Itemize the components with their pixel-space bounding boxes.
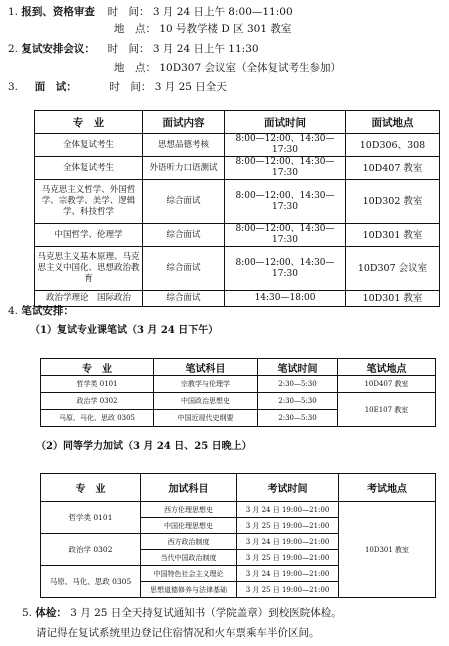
cell-place: 10D301 教室 — [346, 224, 440, 247]
section-1-place-value: 10 号教学楼 D 区 301 教室 — [159, 23, 292, 35]
cell-place: 10D307 会议室 — [346, 247, 440, 291]
cell-place: 10E107 教室 — [338, 393, 436, 427]
cell-place: 10D407 教室 — [338, 376, 436, 393]
extra-exam-table — [40, 473, 436, 598]
cell-content: 综合面试 — [143, 291, 225, 307]
cell-major: 马克思主义基本原理、马克思主义中国化、思想政治教育 — [35, 247, 143, 291]
cell-major: 马克思主义哲学、外国哲学、宗教学、美学、逻辑学、科技哲学 — [35, 180, 143, 224]
section-4-sub-2: （2）同等学力加试（3 月 24 日、25 日晚上） — [36, 441, 252, 452]
section-4-sub-1: （1）复试专业课笔试（3 月 24 日下午） — [30, 325, 219, 336]
cell-subject: 思想道德修养与法律基础 — [141, 582, 237, 598]
cell-major: 哲学类 0101 — [41, 502, 141, 534]
cell-time: 8:00—12:00、14:30—17:30 — [225, 180, 346, 224]
table-row — [41, 393, 436, 410]
cell-major: 哲学类 0101 — [41, 376, 154, 393]
section-5-title: 体检： — [35, 607, 67, 619]
cell-time: 8:00—12:00、14:30—17:30 — [225, 224, 346, 247]
header-time: 笔试时间 — [258, 359, 338, 376]
cell-subject: 西方伦理思想史 — [141, 502, 237, 518]
header-place: 面试地点 — [346, 111, 440, 134]
table-row — [41, 502, 436, 518]
cell-major: 中国哲学、伦理学 — [35, 224, 143, 247]
cell-subject: 宗教学与伦理学 — [154, 376, 258, 393]
cell-content: 综合面试 — [143, 180, 225, 224]
section-1 — [8, 6, 293, 19]
section-3-time-value: 3 月 25 日全天 — [154, 81, 227, 93]
cell-major: 全体复试考生 — [35, 134, 143, 157]
cell-content: 外语听力口语测试 — [143, 157, 225, 180]
cell-content: 综合面试 — [143, 224, 225, 247]
section-3 — [8, 81, 227, 94]
section-1-time-label: 时 间： — [107, 6, 150, 18]
cell-major: 全体复试考生 — [35, 157, 143, 180]
cell-major: 政治学 0302 — [41, 534, 141, 566]
cell-subject: 中国伦理思想史 — [141, 518, 237, 534]
section-4-title: 笔试安排： — [21, 305, 74, 317]
header-major: 专 业 — [35, 111, 143, 134]
header-time: 考试时间 — [237, 474, 339, 502]
section-2-number: 2. — [8, 43, 19, 55]
cell-place: 10D301 教室 — [346, 291, 440, 307]
table-row — [35, 134, 440, 157]
header-major: 专 业 — [41, 359, 154, 376]
header-subject: 笔试科目 — [154, 359, 258, 376]
cell-time: 8:00—12:00、14:30—17:30 — [225, 134, 346, 157]
cell-subject: 西方政治制度 — [141, 534, 237, 550]
table-row — [41, 376, 436, 393]
section-1-place — [114, 23, 291, 36]
header-place: 笔试地点 — [338, 359, 436, 376]
cell-time: 3 月 25 日 19:00—21:00 — [237, 550, 339, 566]
cell-subject: 中国政治思想史 — [154, 393, 258, 410]
section-5-text: 3 月 25 日全天持复试通知书（学院盖章）到校医院体检。 — [70, 607, 342, 619]
cell-place: 10D301 教室 — [339, 502, 436, 598]
cell-place: 10D306、308 — [346, 134, 440, 157]
table-row — [35, 291, 440, 307]
cell-time: 2:30—5:30 — [258, 393, 338, 410]
table-row — [35, 157, 440, 180]
cell-major: 政治学理论 国际政治 — [35, 291, 143, 307]
cell-subject: 中国特色社会主义理论 — [141, 566, 237, 582]
cell-major: 马原、马化、思政 0305 — [41, 566, 141, 598]
cell-time: 3 月 25 日 19:00—21:00 — [237, 518, 339, 534]
section-1-title: 报到、资格审查 — [21, 6, 95, 18]
cell-time: 14:30—18:00 — [225, 291, 346, 307]
cell-time: 8:00—12:00、14:30—17:30 — [225, 157, 346, 180]
interview-table-header — [35, 111, 440, 134]
section-3-time-label: 时 间： — [109, 81, 152, 93]
cell-subject: 当代中国政治制度 — [141, 550, 237, 566]
cell-content: 综合面试 — [143, 247, 225, 291]
section-5-note: 请记得在复试系统里边登记住宿情况和火车票乘车半价区间。 — [36, 627, 320, 639]
cell-place: 10D407 教室 — [346, 157, 440, 180]
section-2 — [8, 43, 259, 56]
written-table-header — [41, 359, 436, 376]
cell-time: 2:30—5:30 — [258, 376, 338, 393]
table-row — [35, 247, 440, 291]
cell-subject: 中国近现代史纲要 — [154, 410, 258, 427]
cell-place: 10D302 教室 — [346, 180, 440, 224]
cell-time: 2:30—5:30 — [258, 410, 338, 427]
table-row — [35, 180, 440, 224]
section-4 — [8, 305, 74, 318]
header-time: 面试时间 — [225, 111, 346, 134]
header-place: 考试地点 — [339, 474, 436, 502]
cell-major: 马原、马化、思政 0305 — [41, 410, 154, 427]
section-2-time-label: 时 间： — [107, 43, 150, 55]
section-3-number: 3. — [8, 81, 19, 93]
cell-time: 8:00—12:00、14:30—17:30 — [225, 247, 346, 291]
header-content: 面试内容 — [143, 111, 225, 134]
section-2-title: 复试安排会议： — [21, 43, 95, 55]
interview-table — [34, 110, 440, 307]
section-1-time-value: 3 月 24 日上午 8:00—11:00 — [152, 6, 293, 18]
cell-time: 3 月 25 日 19:00—21:00 — [237, 582, 339, 598]
extra-table-header — [41, 474, 436, 502]
header-major: 专 业 — [41, 474, 141, 502]
section-1-place-label: 地 点： — [114, 23, 156, 35]
section-4-number: 4. — [8, 305, 19, 317]
table-row — [35, 224, 440, 247]
section-1-number: 1. — [8, 6, 19, 18]
section-2-place-value: 10D307 会议室（全体复试考生参加） — [159, 62, 342, 74]
section-2-place-label: 地 点： — [114, 62, 156, 74]
section-5-number: 5. — [22, 607, 33, 619]
cell-time: 3 月 24 日 19:00—21:00 — [237, 566, 339, 582]
cell-major: 政治学 0302 — [41, 393, 154, 410]
written-exam-table — [40, 358, 436, 427]
section-3-title: 面 试： — [34, 81, 77, 93]
header-subject: 加试科目 — [141, 474, 237, 502]
section-2-time-value: 3 月 24 日上午 11:30 — [152, 43, 259, 55]
cell-content: 思想品德考核 — [143, 134, 225, 157]
section-2-place — [114, 62, 341, 75]
cell-time: 3 月 24 日 19:00—21:00 — [237, 502, 339, 518]
section-5 — [22, 607, 342, 620]
cell-time: 3 月 24 日 19:00—21:00 — [237, 534, 339, 550]
